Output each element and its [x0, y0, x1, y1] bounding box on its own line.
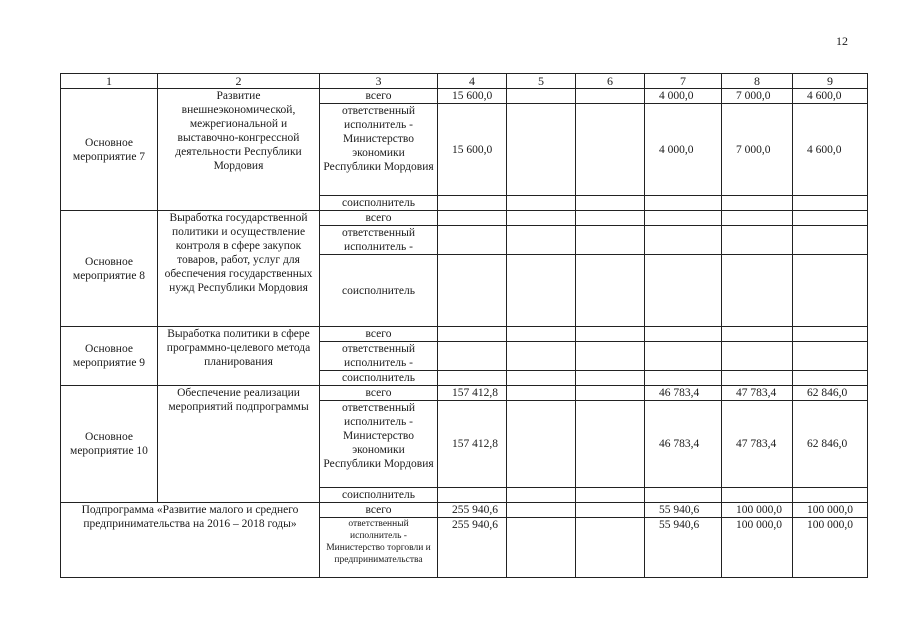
- value-cell: 62 846,0: [793, 401, 868, 488]
- table-row: [61, 386, 868, 401]
- value-cell: 47 783,4: [722, 386, 793, 401]
- value-cell: [793, 327, 868, 342]
- value-cell: [722, 255, 793, 327]
- value-cell: [507, 401, 576, 488]
- value-cell: [438, 196, 507, 211]
- activity-name-cell: Развитие внешнеэкономической, межрегиональной и выставочно-конгрессной деятельности Республики Мордовия: [158, 89, 320, 211]
- value-cell: [645, 211, 722, 226]
- activity-name-cell: Выработка политики в сфере программно-целевого метода планирования: [158, 327, 320, 386]
- value-cell: [793, 342, 868, 371]
- value-cell: 15 600,0: [438, 104, 507, 196]
- status-cell: всего: [320, 386, 438, 401]
- value-cell: 157 412,8: [438, 386, 507, 401]
- value-cell: [507, 342, 576, 371]
- value-cell: [507, 503, 576, 518]
- value-cell: [722, 211, 793, 226]
- status-cell: всего: [320, 503, 438, 518]
- value-cell: 255 940,6: [438, 503, 507, 518]
- status-cell: ответственный исполнитель - Министерство экономики Республики Мордовия: [320, 104, 438, 196]
- activity-cell: Основное мероприятие 9: [61, 327, 158, 386]
- value-cell: [507, 226, 576, 255]
- value-cell: [438, 211, 507, 226]
- activity-cell: Основное мероприятие 10: [61, 386, 158, 503]
- value-cell: 15 600,0: [438, 89, 507, 104]
- status-cell: ответственный исполнитель - Министерство торговли и предпринимательства: [320, 518, 438, 578]
- value-cell: 157 412,8: [438, 401, 507, 488]
- value-cell: 100 000,0: [793, 518, 868, 578]
- value-cell: [722, 342, 793, 371]
- value-cell: [793, 196, 868, 211]
- value-cell: 46 783,4: [645, 386, 722, 401]
- col-header-2: 2: [158, 74, 320, 89]
- value-cell: [722, 371, 793, 386]
- value-cell: [576, 342, 645, 371]
- value-cell: [507, 386, 576, 401]
- value-cell: 255 940,6: [438, 518, 507, 578]
- value-cell: [645, 327, 722, 342]
- col-header-4: 4: [438, 74, 507, 89]
- subprogram-title-cell: Подпрограмма «Развитие малого и среднего предпринимательства на 2016 – 2018 годы»: [61, 503, 320, 578]
- value-cell: [576, 89, 645, 104]
- value-cell: [645, 342, 722, 371]
- value-cell: [438, 255, 507, 327]
- value-cell: [507, 89, 576, 104]
- value-cell: [507, 327, 576, 342]
- value-cell: 100 000,0: [722, 503, 793, 518]
- value-cell: [645, 226, 722, 255]
- value-cell: 7 000,0: [722, 89, 793, 104]
- value-cell: [438, 371, 507, 386]
- activity-cell: Основное мероприятие 8: [61, 211, 158, 327]
- value-cell: [438, 488, 507, 503]
- activity-name-cell: Выработка государственной политики и осуществление контроля в сфере закупок товаров, работ, услуг для обеспечения государственных нужд Республики Мордовия: [158, 211, 320, 327]
- value-cell: [645, 255, 722, 327]
- col-header-7: 7: [645, 74, 722, 89]
- value-cell: [793, 226, 868, 255]
- value-cell: 4 600,0: [793, 89, 868, 104]
- value-cell: 4 600,0: [793, 104, 868, 196]
- value-cell: [576, 196, 645, 211]
- value-cell: [576, 386, 645, 401]
- value-cell: [507, 518, 576, 578]
- value-cell: [507, 196, 576, 211]
- value-cell: [576, 211, 645, 226]
- col-header-8: 8: [722, 74, 793, 89]
- col-header-9: 9: [793, 74, 868, 89]
- value-cell: [722, 196, 793, 211]
- status-cell: соисполнитель: [320, 488, 438, 503]
- value-cell: 7 000,0: [722, 104, 793, 196]
- activity-cell: Основное мероприятие 7: [61, 89, 158, 211]
- col-header-6: 6: [576, 74, 645, 89]
- value-cell: [722, 488, 793, 503]
- value-cell: [576, 503, 645, 518]
- value-cell: 4 000,0: [645, 89, 722, 104]
- value-cell: [576, 226, 645, 255]
- status-cell: ответственный исполнитель -: [320, 226, 438, 255]
- value-cell: [507, 255, 576, 327]
- value-cell: 55 940,6: [645, 518, 722, 578]
- status-cell: ответственный исполнитель - Министерство экономики Республики Мордовия: [320, 401, 438, 488]
- status-cell: соисполнитель: [320, 196, 438, 211]
- value-cell: [793, 371, 868, 386]
- value-cell: [793, 488, 868, 503]
- value-cell: 47 783,4: [722, 401, 793, 488]
- value-cell: [438, 342, 507, 371]
- status-cell: всего: [320, 327, 438, 342]
- status-cell: всего: [320, 89, 438, 104]
- value-cell: [722, 327, 793, 342]
- table-row: [61, 89, 868, 104]
- value-cell: [576, 518, 645, 578]
- status-cell: соисполнитель: [320, 255, 438, 327]
- table-row: [61, 211, 868, 226]
- value-cell: 55 940,6: [645, 503, 722, 518]
- value-cell: 100 000,0: [722, 518, 793, 578]
- value-cell: [576, 104, 645, 196]
- value-cell: [507, 371, 576, 386]
- value-cell: [576, 327, 645, 342]
- table-row: [61, 503, 868, 518]
- value-cell: 46 783,4: [645, 401, 722, 488]
- value-cell: [645, 196, 722, 211]
- budget-table: [60, 73, 868, 578]
- value-cell: [576, 371, 645, 386]
- value-cell: 4 000,0: [645, 104, 722, 196]
- value-cell: [576, 401, 645, 488]
- value-cell: [793, 255, 868, 327]
- activity-name-cell: Обеспечение реализации мероприятий подпрограммы: [158, 386, 320, 503]
- value-cell: [438, 327, 507, 342]
- col-header-3: 3: [320, 74, 438, 89]
- value-cell: [576, 255, 645, 327]
- value-cell: [507, 211, 576, 226]
- status-cell: соисполнитель: [320, 371, 438, 386]
- value-cell: [438, 226, 507, 255]
- value-cell: [722, 226, 793, 255]
- header-row: [61, 74, 868, 89]
- value-cell: [507, 488, 576, 503]
- value-cell: [507, 104, 576, 196]
- page-number: 12: [836, 34, 848, 48]
- value-cell: 100 000,0: [793, 503, 868, 518]
- status-cell: ответственный исполнитель -: [320, 342, 438, 371]
- col-header-1: 1: [61, 74, 158, 89]
- value-cell: [576, 488, 645, 503]
- value-cell: [645, 371, 722, 386]
- col-header-5: 5: [507, 74, 576, 89]
- value-cell: 62 846,0: [793, 386, 868, 401]
- status-cell: всего: [320, 211, 438, 226]
- value-cell: [645, 488, 722, 503]
- table-row: [61, 327, 868, 342]
- value-cell: [793, 211, 868, 226]
